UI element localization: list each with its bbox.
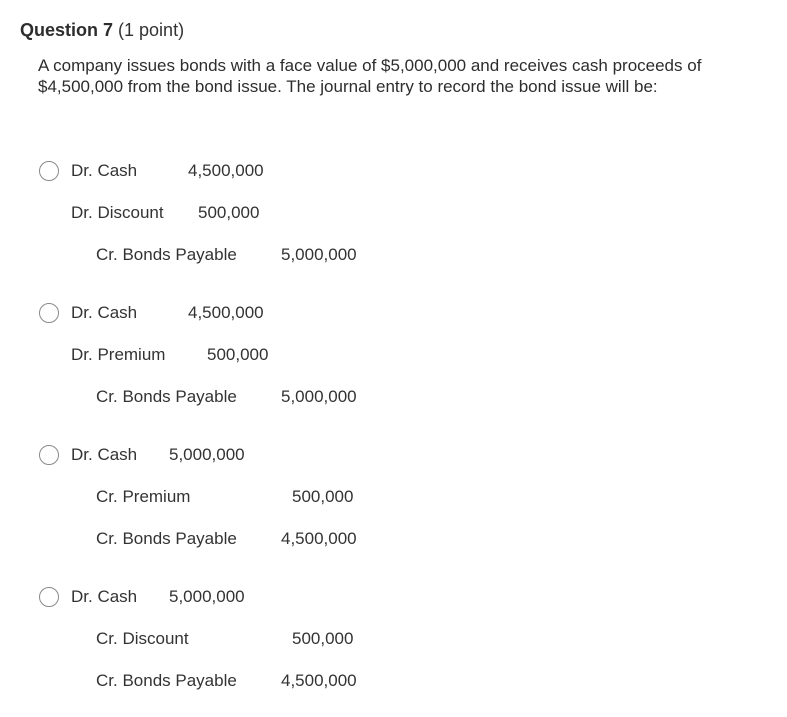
- entry-label: Cr. Bonds Payable: [96, 387, 237, 406]
- entry-label: Dr. Premium: [71, 345, 166, 364]
- entry-label: Cr. Bonds Payable: [96, 245, 237, 264]
- entry-amount: 500,000: [207, 345, 269, 364]
- entry-amount: 5,000,000: [169, 587, 245, 606]
- entry-label: Dr. Cash: [71, 303, 138, 322]
- answer-option-4[interactable]: [0, 587, 787, 713]
- question-header: [20, 18, 184, 42]
- question-prompt: A company issues bonds with a face value of $5,000,000 and receives cash proceeds of $4,500,000 from the bond issue. The journal entry to record the bond issue will be:: [38, 56, 702, 96]
- radio-button-option-3[interactable]: [39, 445, 59, 465]
- radio-button-option-4[interactable]: [39, 587, 59, 607]
- radio-button-option-1[interactable]: [39, 161, 59, 181]
- entry-label: Cr. Discount: [96, 629, 189, 648]
- entry-label: Dr. Cash: [71, 161, 138, 180]
- entry-label: Cr. Bonds Payable: [96, 671, 237, 690]
- answer-option-3[interactable]: [0, 445, 787, 571]
- entry-label: Dr. Cash: [71, 445, 138, 464]
- entry-amount: 4,500,000: [188, 161, 264, 180]
- entry-label: Cr. Premium: [96, 487, 191, 506]
- answer-option-1[interactable]: [0, 161, 787, 287]
- question-title: Question 7: [20, 20, 114, 40]
- entry-label: Dr. Discount: [71, 203, 164, 222]
- entry-amount: 5,000,000: [281, 245, 357, 264]
- radio-button-option-2[interactable]: [39, 303, 59, 323]
- entry-amount: 4,500,000: [281, 671, 357, 690]
- entry-amount: 5,000,000: [281, 387, 357, 406]
- entry-amount: 500,000: [292, 629, 354, 648]
- entry-amount: 500,000: [198, 203, 260, 222]
- entry-label: Dr. Cash: [71, 587, 138, 606]
- entry-label: Cr. Bonds Payable: [96, 529, 237, 548]
- question-points: (1 point): [118, 20, 185, 40]
- entry-amount: 5,000,000: [169, 445, 245, 464]
- entry-amount: 4,500,000: [281, 529, 357, 548]
- entry-amount: 500,000: [292, 487, 354, 506]
- entry-amount: 4,500,000: [188, 303, 264, 322]
- answer-option-2[interactable]: [0, 303, 787, 429]
